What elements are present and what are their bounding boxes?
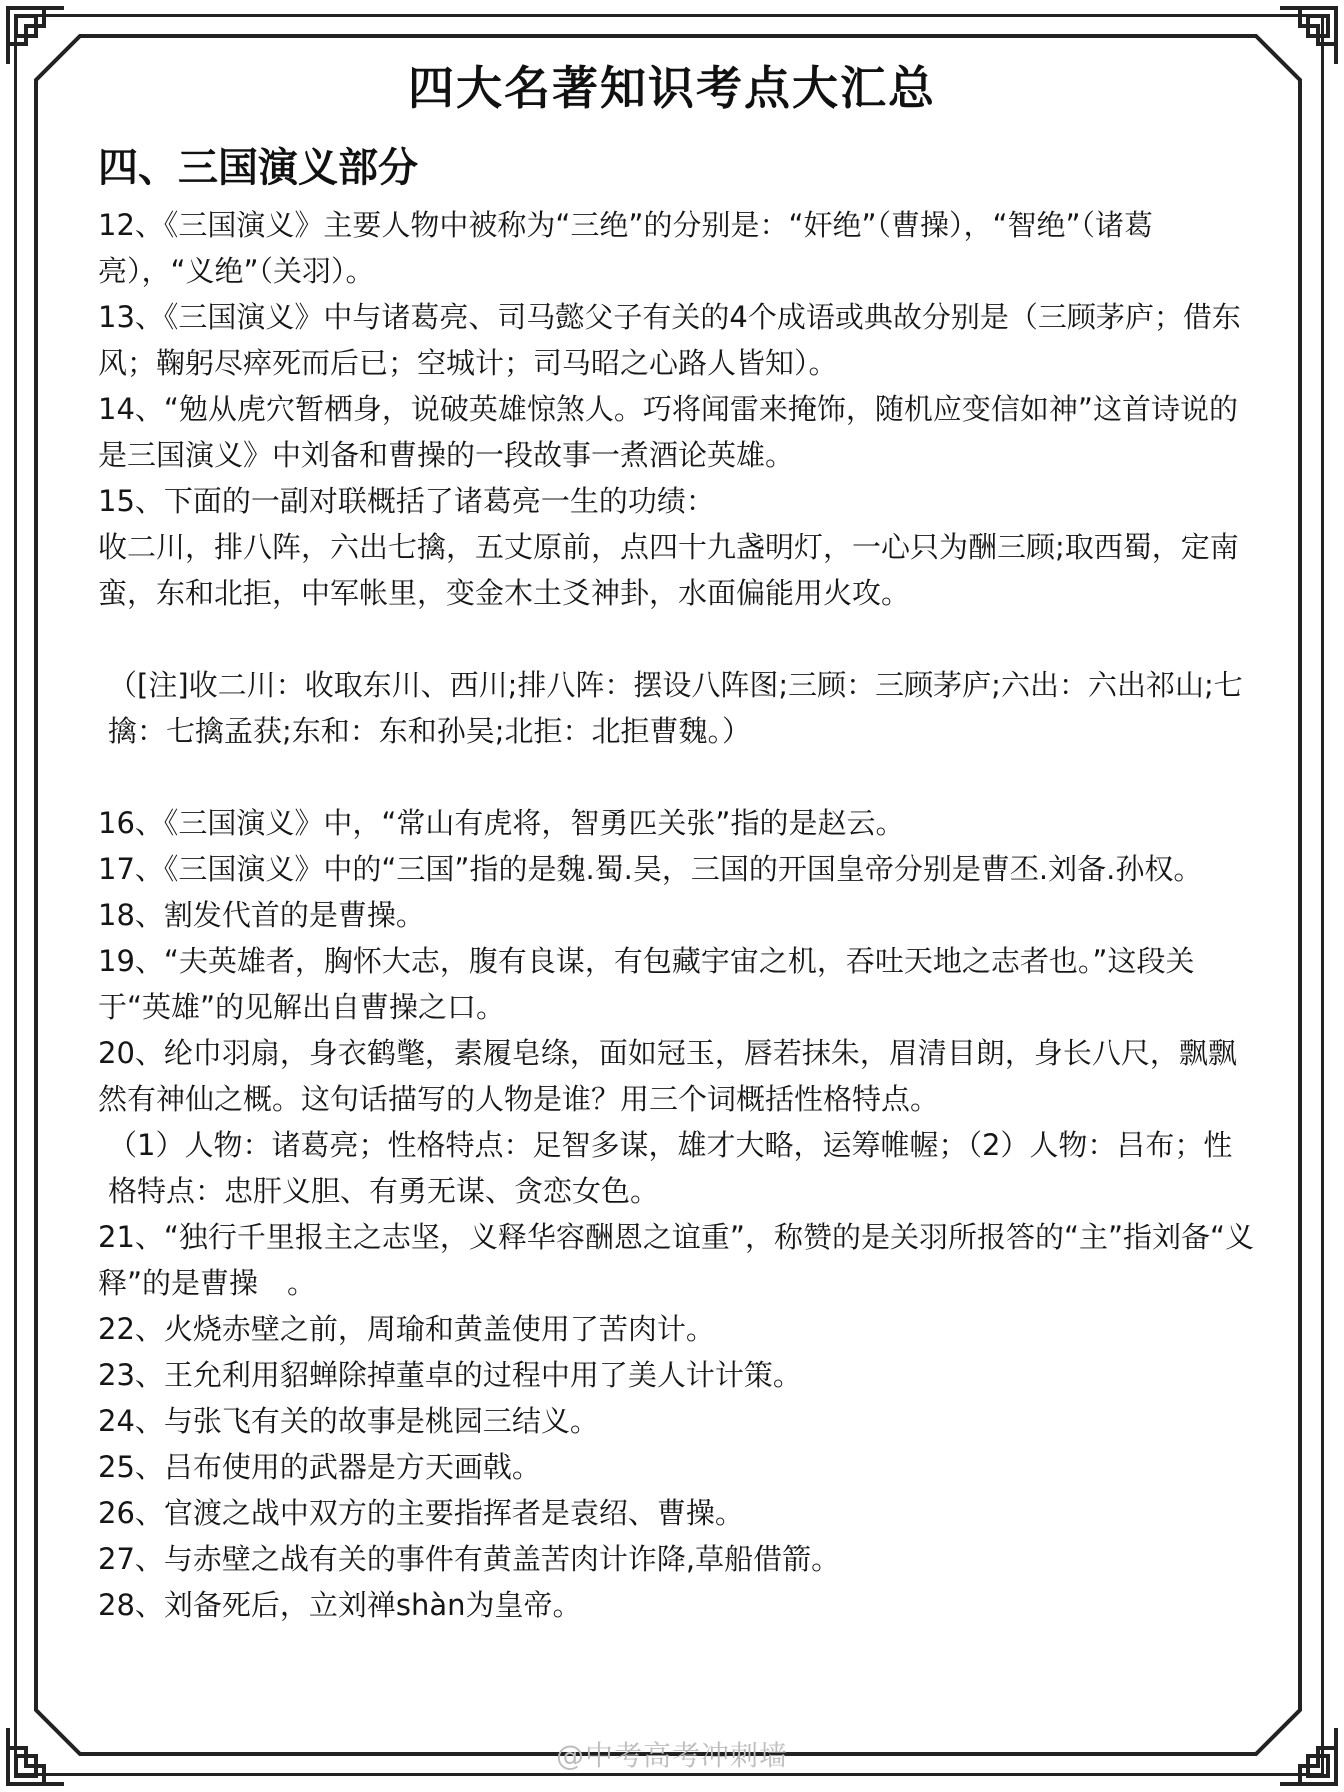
item-27: 27、与赤壁之战有关的事件有黄盖苦肉计诈降,草船借箭。 <box>98 1542 841 1576</box>
page-title: 四大名著知识考点大汇总 <box>408 61 936 115</box>
item-26: 26、官渡之战中双方的主要指挥者是袁绍、曹操。 <box>98 1496 744 1530</box>
section-heading: 四、三国演义部分 <box>98 144 418 191</box>
item-28: 28、刘备死后，立刘禅shàn为皇帝。 <box>98 1588 582 1622</box>
item-23: 23、王允利用貂蝉除掉董卓的过程中用了美人计计策。 <box>98 1358 802 1392</box>
item-12: 12、《三国演义》主要人物中被称为“三绝”的分别是：“奸绝”（曹操），“智绝”（诸葛亮），“义绝”（关羽）。 <box>98 208 1154 288</box>
item-15: 15、下面的一副对联概括了诸葛亮一生的功绩： <box>98 484 715 518</box>
item-19: 19、“夫英雄者，胸怀大志，腹有良谋，有包藏宇宙之机，吞吐天地之志者也。”这段关于“英雄”的见解出自曹操之口。 <box>98 944 1195 1024</box>
spacer <box>98 616 1258 662</box>
item-22: 22、火烧赤壁之前，周瑜和黄盖使用了苦肉计。 <box>98 1312 715 1346</box>
item-13: 13、《三国演义》中与诸葛亮、司马懿父子有关的4个成语或典故分别是（三顾茅庐；借东风；鞠躬尽瘁死而后已；空城计；司马昭之心路人皆知）。 <box>98 300 1241 380</box>
item-14: 14、“勉从虎穴暂栖身，说破英雄惊煞人。巧将闻雷来掩饰，随机应变信如神”这首诗说的是三国演义》中刘备和曹操的一段故事一煮酒论英雄。 <box>98 392 1238 472</box>
item-16: 16、《三国演义》中，“常山有虎将，智勇匹关张”指的是赵云。 <box>98 806 905 840</box>
item-21: 21、“独行千里报主之志坚，义释华容酬恩之谊重”，称赞的是关羽所报答的“主”指刘备“义释”的是曹操 。 <box>98 1220 1255 1300</box>
item-20: 20、纶巾羽扇，身衣鹤氅，素履皂绦，面如冠玉，唇若抹朱，眉清目朗，身长八尺，飘飘然有神仙之概。这句话描写的人物是谁？用三个词概括性格特点。 <box>98 1036 1237 1116</box>
couplet-note: （[注]收二川：收取东川、西川;排八阵：摆设八阵图;三顾：三顾茅庐;六出：六出祁山;七擒：七擒孟获;东和：东和孙吴;北拒：北拒曹魏。） <box>108 668 1243 748</box>
item-25: 25、吕布使用的武器是方天画戟。 <box>98 1450 541 1484</box>
spacer <box>98 754 1258 800</box>
content-body <box>98 202 1258 1628</box>
item-20-answer: （1）人物：诸葛亮；性格特点：足智多谋，雄才大略，运筹帷幄；（2）人物：吕布；性格特点：忠肝义胆、有勇无谋、贪恋女色。 <box>108 1128 1233 1208</box>
couplet-text: 收二川，排八阵，六出七擒，五丈原前，点四十九盏明灯，一心只为酬三顾;取西蜀，定南蛮，东和北拒，中军帐里，变金木土爻神卦，水面偏能用火攻。 <box>98 530 1239 610</box>
item-18: 18、割发代首的是曹操。 <box>98 898 425 932</box>
item-24: 24、与张飞有关的故事是桃园三结义。 <box>98 1404 599 1438</box>
watermark: @中考高考冲刺墙 <box>555 1739 788 1772</box>
item-17: 17、《三国演义》中的“三国”指的是魏.蜀.吴，三国的开国皇帝分别是曹丕.刘备.孙权。 <box>98 852 1203 886</box>
